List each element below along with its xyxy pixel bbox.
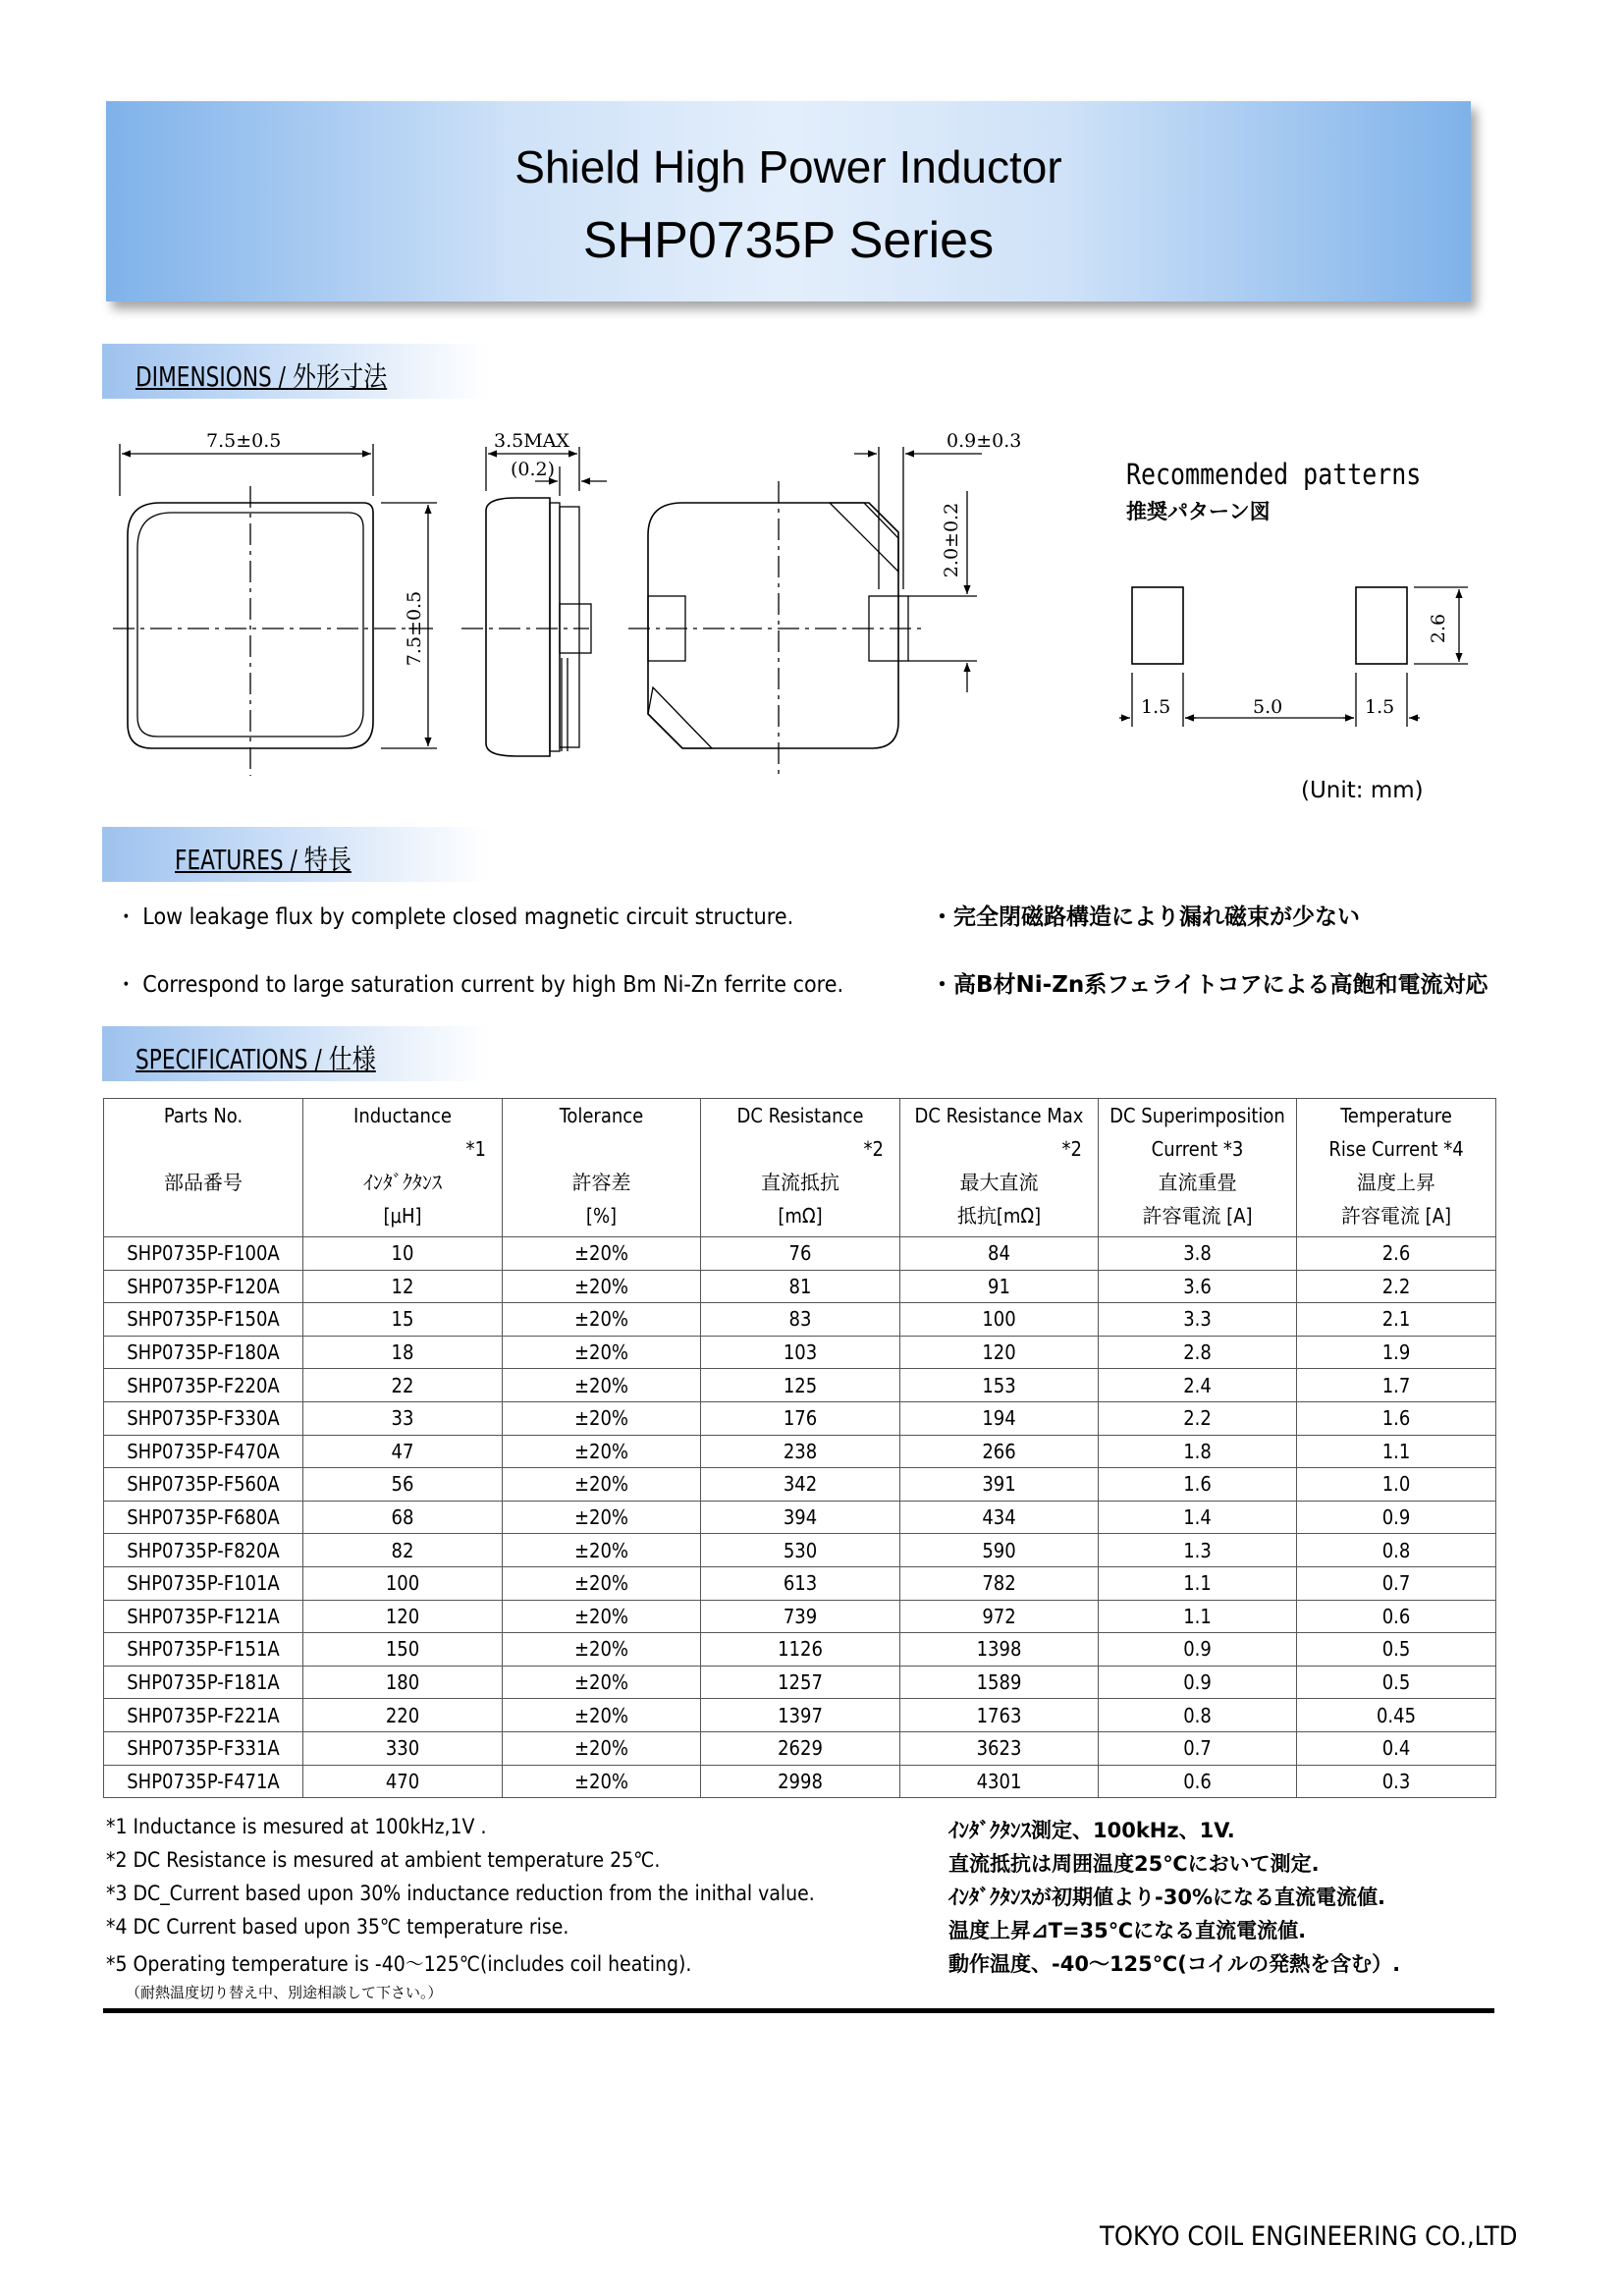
dim-top-width: 7.5±0.5 xyxy=(206,430,282,452)
table-cell: 613 xyxy=(701,1566,900,1600)
table-header-line: *1 xyxy=(465,1137,486,1161)
table-cell: 2.2 xyxy=(1297,1270,1496,1303)
table-header-line: 直流重畳 xyxy=(1158,1171,1237,1194)
table-header-cell xyxy=(1297,1099,1496,1237)
part-number-cell: SHP0735P-F820A xyxy=(104,1534,303,1567)
table-cell: 1.1 xyxy=(1099,1600,1297,1633)
table-row xyxy=(104,1633,1496,1667)
table-header-line: 許容差 xyxy=(571,1171,631,1194)
table-cell: 2.6 xyxy=(1297,1237,1496,1271)
table-header-line: DC Resistance xyxy=(736,1104,864,1127)
recommended-subtitle: 推奨パターン図 xyxy=(1126,500,1271,523)
feature-1-jp: ・完全閉磁路構造により漏れ磁束が少ない xyxy=(931,904,1360,930)
table-cell: ±20% xyxy=(503,1369,701,1402)
table-cell: 0.6 xyxy=(1297,1600,1496,1633)
table-header-cell xyxy=(104,1099,303,1237)
table-cell: 266 xyxy=(900,1435,1099,1468)
pattern-pad-left: 1.5 xyxy=(1141,696,1171,718)
table-header-line: Inductance xyxy=(353,1104,452,1127)
table-cell: 4301 xyxy=(900,1765,1099,1798)
section-specifications xyxy=(102,1026,489,1081)
table-cell: ±20% xyxy=(503,1401,701,1435)
table-cell: 530 xyxy=(701,1534,900,1567)
note-1-jp: ｲﾝﾀﾞｸﾀﾝｽ測定、100kHz、1V. xyxy=(948,1819,1235,1842)
table-row xyxy=(104,1731,1496,1765)
table-cell: 1.1 xyxy=(1099,1566,1297,1600)
part-number-cell: SHP0735P-F470A xyxy=(104,1435,303,1468)
table-cell: 220 xyxy=(303,1699,503,1732)
table-cell: 18 xyxy=(303,1336,503,1369)
table-cell: ±20% xyxy=(503,1237,701,1271)
table-header-line: [mΩ] xyxy=(778,1204,823,1228)
table-header-line: 許容電流 [A] xyxy=(1340,1204,1452,1228)
table-cell: 1.6 xyxy=(1297,1401,1496,1435)
table-cell: 1257 xyxy=(701,1666,900,1699)
table-cell: 1.1 xyxy=(1297,1435,1496,1468)
table-cell: 76 xyxy=(701,1237,900,1271)
pattern-pad-right: 1.5 xyxy=(1365,696,1395,718)
table-cell: 33 xyxy=(303,1401,503,1435)
table-header-line: [μH] xyxy=(383,1204,422,1228)
table-cell: ±20% xyxy=(503,1270,701,1303)
part-number-cell: SHP0735P-F330A xyxy=(104,1401,303,1435)
table-cell: 0.9 xyxy=(1099,1666,1297,1699)
table-cell: 153 xyxy=(900,1369,1099,1402)
table-header-line: Current *3 xyxy=(1151,1137,1244,1161)
table-cell: 2998 xyxy=(701,1765,900,1798)
table-cell: 782 xyxy=(900,1566,1099,1600)
table-row xyxy=(104,1501,1496,1534)
section-features xyxy=(102,827,489,882)
table-cell: 0.9 xyxy=(1099,1633,1297,1667)
table-header-line: 温度上昇 xyxy=(1357,1171,1435,1194)
table-header-cell xyxy=(503,1099,701,1237)
table-header-line: ｲﾝﾀﾞｸﾀﾝｽ xyxy=(363,1171,442,1194)
part-number-cell: SHP0735P-F100A xyxy=(104,1237,303,1271)
table-cell: 2.8 xyxy=(1099,1336,1297,1369)
table-header-line: 許容電流 [A] xyxy=(1142,1204,1253,1228)
unit-label: (Unit: mm) xyxy=(1301,778,1424,803)
table-cell: 0.8 xyxy=(1297,1534,1496,1567)
table-cell: 1.4 xyxy=(1099,1501,1297,1534)
table-cell: 3.6 xyxy=(1099,1270,1297,1303)
section-dimensions-label: DIMENSIONS / 外形寸法 xyxy=(135,360,388,393)
table-cell: 3.3 xyxy=(1099,1303,1297,1337)
feature-2-jp: ・高B材Ni-Zn系フェライトコアによる高飽和電流対応 xyxy=(931,972,1488,998)
table-row xyxy=(104,1765,1496,1798)
table-header-line: 最大直流 xyxy=(959,1171,1039,1194)
table-cell: ±20% xyxy=(503,1566,701,1600)
section-features-label: FEATURES / 特長 xyxy=(175,844,352,876)
side-view xyxy=(461,447,607,756)
note-4-jp: 温度上昇⊿T=35℃になる直流電流値. xyxy=(948,1919,1307,1942)
table-cell: 1398 xyxy=(900,1633,1099,1667)
table-cell: ±20% xyxy=(503,1731,701,1765)
table-cell: 56 xyxy=(303,1468,503,1502)
table-cell: 2629 xyxy=(701,1731,900,1765)
table-cell: 176 xyxy=(701,1401,900,1435)
part-number-cell: SHP0735P-F220A xyxy=(104,1369,303,1402)
recommended-pattern-drawing xyxy=(1119,587,1468,727)
table-cell: 1126 xyxy=(701,1633,900,1667)
title-line1: Shield High Power Inductor xyxy=(514,141,1062,192)
table-row xyxy=(104,1566,1496,1600)
table-cell: ±20% xyxy=(503,1699,701,1732)
table-header-line: DC Superimposition xyxy=(1109,1104,1285,1127)
table-cell: 434 xyxy=(900,1501,1099,1534)
table-header-line: DC Resistance Max xyxy=(914,1104,1084,1127)
table-header-line: Temperature xyxy=(1340,1104,1452,1127)
table-cell: 1.0 xyxy=(1297,1468,1496,1502)
table-row xyxy=(104,1401,1496,1435)
table-row xyxy=(104,1699,1496,1732)
table-cell: 391 xyxy=(900,1468,1099,1502)
part-number-cell: SHP0735P-F120A xyxy=(104,1270,303,1303)
table-row xyxy=(104,1534,1496,1567)
pattern-pad-height: 2.6 xyxy=(1428,613,1449,644)
table-cell: 394 xyxy=(701,1501,900,1534)
table-cell: 120 xyxy=(303,1600,503,1633)
table-cell: ±20% xyxy=(503,1468,701,1502)
part-number-cell: SHP0735P-F680A xyxy=(104,1501,303,1534)
table-cell: 194 xyxy=(900,1401,1099,1435)
note-5-en: *5 Operating temperature is -40～125℃(includes coil heating). xyxy=(106,1952,692,1976)
table-cell: 15 xyxy=(303,1303,503,1337)
table-cell: 470 xyxy=(303,1765,503,1798)
table-header-row xyxy=(104,1099,1496,1237)
table-cell: 83 xyxy=(701,1303,900,1337)
table-cell: 1.9 xyxy=(1297,1336,1496,1369)
table-cell: 238 xyxy=(701,1435,900,1468)
recommended-title: Recommended patterns xyxy=(1126,458,1422,491)
table-row xyxy=(104,1237,1496,1271)
spec-table xyxy=(103,1098,1496,1798)
table-cell: ±20% xyxy=(503,1303,701,1337)
table-cell: 739 xyxy=(701,1600,900,1633)
table-cell: 3623 xyxy=(900,1731,1099,1765)
table-cell: 0.6 xyxy=(1099,1765,1297,1798)
note-5-jp: 動作温度、-40～125℃(コイルの発熱を含む）. xyxy=(948,1952,1401,1976)
small-note: （耐熱温度切り替え中、別途相談して下さい。） xyxy=(126,1984,443,2001)
table-header-line: Parts No. xyxy=(163,1104,243,1127)
table-cell: 972 xyxy=(900,1600,1099,1633)
section-specifications-label: SPECIFICATIONS / 仕様 xyxy=(135,1043,376,1075)
table-cell: 22 xyxy=(303,1369,503,1402)
top-view xyxy=(113,444,437,776)
divider-rule xyxy=(103,2008,1494,2013)
table-header-line: *2 xyxy=(863,1137,884,1161)
table-cell: ±20% xyxy=(503,1600,701,1633)
table-header-line: [%] xyxy=(585,1204,618,1228)
table-row xyxy=(104,1666,1496,1699)
table-cell: 0.45 xyxy=(1297,1699,1496,1732)
table-cell: 1.7 xyxy=(1297,1369,1496,1402)
table-row xyxy=(104,1336,1496,1369)
table-cell: 12 xyxy=(303,1270,503,1303)
table-header-line: 抵抗[mΩ] xyxy=(956,1204,1042,1228)
table-header-line xyxy=(104,1132,302,1166)
part-number-cell: SHP0735P-F181A xyxy=(104,1666,303,1699)
dim-terminal-height: 2.0±0.2 xyxy=(941,502,962,578)
table-cell: 1589 xyxy=(900,1666,1099,1699)
table-cell: 0.5 xyxy=(1297,1666,1496,1699)
dim-thickness: 3.5MAX xyxy=(494,430,569,452)
dim-side-height: 7.5±0.5 xyxy=(404,590,425,667)
feature-1-en: ・ Low leakage flux by complete closed magnetic circuit structure. xyxy=(116,904,794,930)
table-cell: ±20% xyxy=(503,1534,701,1567)
table-cell: 1.8 xyxy=(1099,1435,1297,1468)
table-header-line: 部品番号 xyxy=(164,1171,243,1194)
table-cell: 103 xyxy=(701,1336,900,1369)
bottom-view xyxy=(628,447,982,776)
table-cell: 0.7 xyxy=(1099,1731,1297,1765)
part-number-cell: SHP0735P-F150A xyxy=(104,1303,303,1337)
table-header-cell xyxy=(303,1099,503,1237)
table-header-cell xyxy=(900,1099,1099,1237)
table-cell: 81 xyxy=(701,1270,900,1303)
table-cell: ±20% xyxy=(503,1633,701,1667)
table-header-line: *2 xyxy=(1061,1137,1082,1161)
dim-gap: (0.2) xyxy=(511,459,556,480)
table-cell: 10 xyxy=(303,1237,503,1271)
company-name: TOKYO COIL ENGINEERING CO.,LTD xyxy=(1100,2221,1518,2252)
table-cell: 590 xyxy=(900,1534,1099,1567)
table-header-cell xyxy=(701,1099,900,1237)
table-cell: 0.7 xyxy=(1297,1566,1496,1600)
table-row xyxy=(104,1600,1496,1633)
part-number-cell: SHP0735P-F121A xyxy=(104,1600,303,1633)
table-header-line xyxy=(104,1199,302,1232)
table-row xyxy=(104,1369,1496,1402)
table-cell: 0.8 xyxy=(1099,1699,1297,1732)
note-3-en: *3 DC_Current based upon 30% inductance reduction from the inithal value. xyxy=(106,1882,815,1905)
table-header-line: 直流抵抗 xyxy=(761,1171,839,1194)
note-1-en: *1 Inductance is mesured at 100kHz,1V . xyxy=(106,1815,487,1838)
note-3-jp: ｲﾝﾀﾞｸﾀﾝｽが初期値より-30%になる直流電流値. xyxy=(948,1886,1385,1909)
table-row xyxy=(104,1303,1496,1337)
table-cell: 1397 xyxy=(701,1699,900,1732)
table-header-line: Tolerance xyxy=(559,1104,644,1127)
table-row xyxy=(104,1435,1496,1468)
table-cell: 91 xyxy=(900,1270,1099,1303)
feature-2-en: ・ Correspond to large saturation current by high Bm Ni-Zn ferrite core. xyxy=(116,972,844,998)
table-cell: ±20% xyxy=(503,1666,701,1699)
table-cell: 100 xyxy=(303,1566,503,1600)
part-number-cell: SHP0735P-F560A xyxy=(104,1468,303,1502)
table-cell: ±20% xyxy=(503,1336,701,1369)
dim-terminal-width: 0.9±0.3 xyxy=(947,430,1022,452)
table-cell: 47 xyxy=(303,1435,503,1468)
pattern-spacing: 5.0 xyxy=(1253,696,1283,718)
table-cell: 0.3 xyxy=(1297,1765,1496,1798)
table-cell: 2.1 xyxy=(1297,1303,1496,1337)
table-cell: 330 xyxy=(303,1731,503,1765)
table-cell: 82 xyxy=(303,1534,503,1567)
table-cell: 84 xyxy=(900,1237,1099,1271)
table-cell: 3.8 xyxy=(1099,1237,1297,1271)
note-2-en: *2 DC Resistance is mesured at ambient temperature 25℃. xyxy=(106,1848,661,1872)
part-number-cell: SHP0735P-F331A xyxy=(104,1731,303,1765)
table-cell: 68 xyxy=(303,1501,503,1534)
part-number-cell: SHP0735P-F101A xyxy=(104,1566,303,1600)
table-row xyxy=(104,1270,1496,1303)
table-cell: ±20% xyxy=(503,1501,701,1534)
table-cell: ±20% xyxy=(503,1765,701,1798)
table-row xyxy=(104,1468,1496,1502)
table-cell: 1763 xyxy=(900,1699,1099,1732)
table-header-cell xyxy=(1099,1099,1297,1237)
title-line2: SHP0735P Series xyxy=(582,212,995,269)
note-2-jp: 直流抵抗は周囲温度25℃において測定. xyxy=(948,1852,1320,1876)
table-body xyxy=(104,1237,1496,1798)
table-cell: 2.2 xyxy=(1099,1401,1297,1435)
table-cell: 0.4 xyxy=(1297,1731,1496,1765)
table-cell: 120 xyxy=(900,1336,1099,1369)
table-cell: 100 xyxy=(900,1303,1099,1337)
table-cell: 0.5 xyxy=(1297,1633,1496,1667)
table-cell: 1.3 xyxy=(1099,1534,1297,1567)
part-number-cell: SHP0735P-F471A xyxy=(104,1765,303,1798)
part-number-cell: SHP0735P-F221A xyxy=(104,1699,303,1732)
table-cell: 2.4 xyxy=(1099,1369,1297,1402)
table-cell: 150 xyxy=(303,1633,503,1667)
part-number-cell: SHP0735P-F151A xyxy=(104,1633,303,1667)
table-header-line: Rise Current *4 xyxy=(1328,1137,1464,1161)
dimension-drawing xyxy=(0,0,1623,815)
table-cell: 180 xyxy=(303,1666,503,1699)
table-cell: 1.6 xyxy=(1099,1468,1297,1502)
table-cell: 125 xyxy=(701,1369,900,1402)
table-cell: 0.9 xyxy=(1297,1501,1496,1534)
note-4-en: *4 DC Current based upon 35℃ temperature rise. xyxy=(106,1915,569,1939)
table-header-line xyxy=(503,1132,700,1166)
table-cell: ±20% xyxy=(503,1435,701,1468)
part-number-cell: SHP0735P-F180A xyxy=(104,1336,303,1369)
table-cell: 342 xyxy=(701,1468,900,1502)
